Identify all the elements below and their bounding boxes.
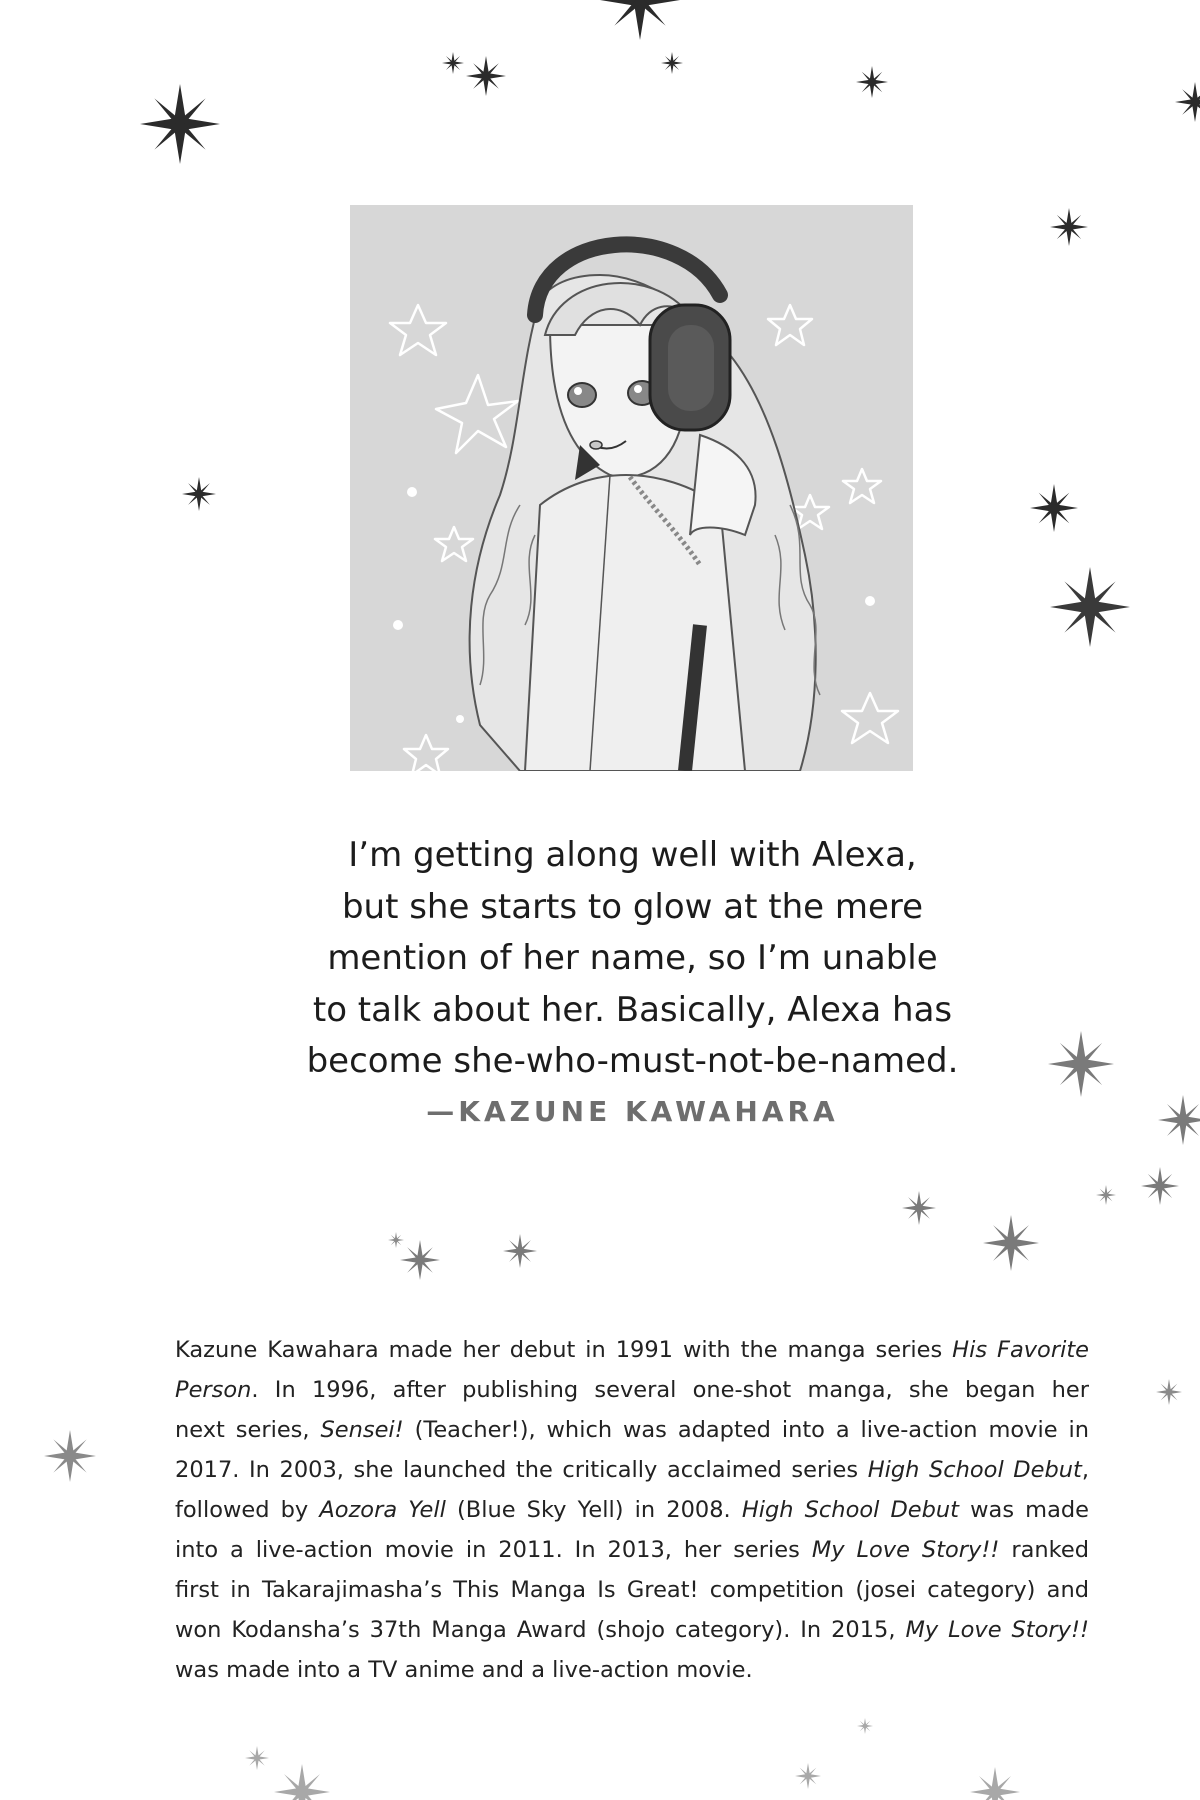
sparkle-star-icon bbox=[856, 66, 888, 98]
sparkle-star-icon bbox=[44, 1430, 96, 1482]
author-biography bbox=[175, 1330, 1089, 1690]
sparkle-star-icon bbox=[1050, 208, 1088, 246]
sparkle-star-icon bbox=[795, 1763, 821, 1789]
quote-line: I’m getting along well with Alexa, bbox=[348, 835, 917, 875]
author-illustration bbox=[350, 205, 913, 771]
sparkle-star-icon bbox=[661, 52, 683, 74]
bio-text: 2017. In 2003, she launched the critically acclaimed series bbox=[175, 1457, 868, 1483]
sparkle-star-icon bbox=[1096, 1185, 1116, 1205]
sparkle-star-icon bbox=[1141, 1167, 1179, 1205]
bio-line bbox=[175, 1490, 1089, 1530]
bio-text: into a live-action movie in 2011. In 2013, her series bbox=[175, 1537, 812, 1563]
bio-line bbox=[175, 1410, 1089, 1450]
sparkle-star-icon bbox=[1158, 1095, 1200, 1145]
sparkle-star-icon bbox=[442, 52, 464, 74]
bio-line bbox=[175, 1370, 1089, 1410]
sparkle-star-icon bbox=[1048, 1031, 1114, 1097]
sparkle-star-icon bbox=[983, 1215, 1039, 1271]
bio-line bbox=[175, 1570, 1089, 1610]
sparkle-star-icon bbox=[970, 1767, 1020, 1800]
sparkle-star-icon bbox=[1050, 567, 1130, 647]
sparkle-star-icon bbox=[902, 1191, 936, 1225]
bio-line bbox=[175, 1330, 1089, 1370]
bio-text: was made bbox=[959, 1497, 1090, 1523]
sparkle-star-icon bbox=[1175, 82, 1200, 122]
bio-text: , bbox=[1081, 1457, 1090, 1483]
sparkle-star-icon bbox=[503, 1234, 537, 1268]
bio-title: My Love Story!! bbox=[811, 1537, 1000, 1563]
quote-line: mention of her name, so I’m unable bbox=[327, 938, 938, 978]
bio-text: first in Takarajimasha’s This Manga Is Great! competition (josei category) and bbox=[175, 1577, 1089, 1603]
bio-text: Kazune Kawahara made her debut in 1991 with the manga series bbox=[175, 1337, 953, 1363]
quote-attribution: —KAZUNE KAWAHARA bbox=[426, 1095, 839, 1128]
bio-title: Aozora Yell bbox=[319, 1497, 446, 1523]
sparkle-star-icon bbox=[857, 1718, 873, 1734]
bio-text: was made into a TV anime and a live-action movie. bbox=[175, 1657, 753, 1683]
quote-line: to talk about her. Basically, Alexa has bbox=[312, 989, 953, 1030]
bio-title: His Favorite bbox=[952, 1337, 1089, 1363]
bio-text: followed by bbox=[175, 1497, 320, 1523]
sparkle-star-icon bbox=[182, 477, 216, 511]
sparkle-star-icon bbox=[1030, 484, 1078, 532]
bio-text: (Blue Sky Yell) in 2008. bbox=[445, 1497, 742, 1523]
sparkle-star-icon bbox=[245, 1746, 269, 1770]
quote-line: become she-who-must-not-be-named. bbox=[306, 1041, 959, 1081]
bio-title: High School Debut bbox=[867, 1457, 1082, 1483]
bio-text: won Kodansha’s 37th Manga Award (shojo category). In 2015, bbox=[175, 1617, 906, 1643]
bio-text: next series, bbox=[175, 1417, 321, 1443]
bio-title: My Love Story!! bbox=[905, 1617, 1089, 1643]
sparkle-star-icon bbox=[274, 1764, 330, 1800]
bio-text: ranked bbox=[999, 1537, 1089, 1563]
sparkle-star-icon bbox=[140, 84, 220, 164]
bio-line bbox=[175, 1450, 1089, 1490]
bio-text: (Teacher!), which was adapted into a live-action movie in bbox=[403, 1417, 1090, 1443]
sparkle-star-icon bbox=[400, 1240, 440, 1280]
bio-title: Person bbox=[175, 1377, 252, 1403]
sparkle-star-icon bbox=[466, 56, 506, 96]
bio-line bbox=[175, 1530, 1089, 1570]
bio-title: High School Debut bbox=[741, 1497, 960, 1523]
sparkle-star-icon bbox=[600, 0, 680, 40]
quote-line: but she starts to glow at the mere bbox=[341, 886, 924, 927]
bio-text: . In 1996, after publishing several one-shot manga, she began her bbox=[251, 1377, 1089, 1403]
author-quote bbox=[250, 830, 1015, 1088]
bio-title: Sensei! bbox=[320, 1417, 404, 1443]
manga-girl-headphones-image bbox=[350, 205, 913, 771]
sparkle-star-icon bbox=[1156, 1379, 1182, 1405]
sparkle-star-icon bbox=[388, 1232, 404, 1248]
bio-line bbox=[175, 1650, 1089, 1690]
bio-line bbox=[175, 1610, 1089, 1650]
